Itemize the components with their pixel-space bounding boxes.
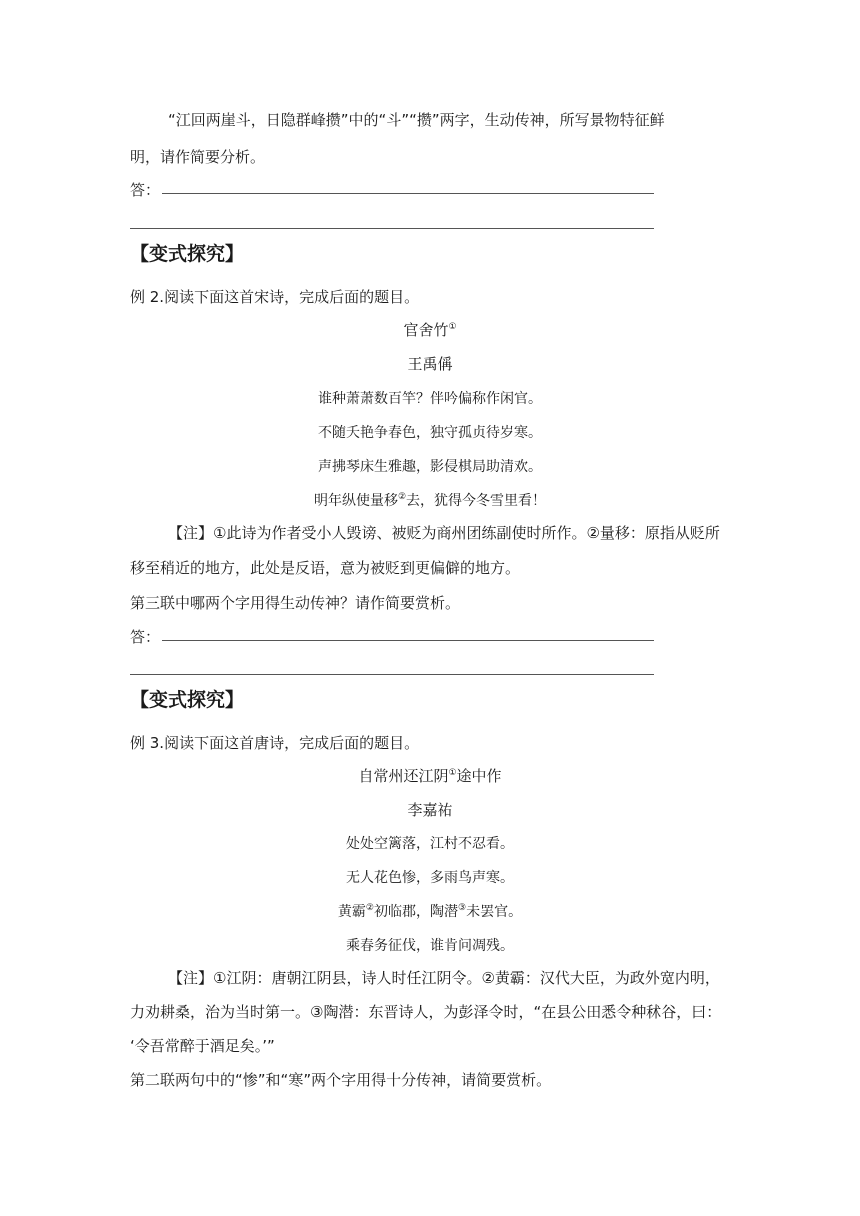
poem-verse: 明年纵使量移②去，犹得今冬雪里看！	[313, 492, 547, 509]
poem-verse: 不随夭艳争春色，独守孤贞待岁寒。	[318, 425, 542, 441]
example-intro: 例 3.阅读下面这首唐诗，完成后面的题目。	[130, 734, 420, 752]
answer-line	[162, 640, 654, 641]
answer-label: 答：	[130, 628, 161, 646]
section-heading: 【变式探究】	[130, 689, 245, 711]
poem-verse: 处处空篱落，江村不忍看。	[346, 836, 514, 852]
q1-line2: 明，请作简要分析。	[130, 148, 266, 166]
poem-note: 移至稍近的地方，此处是反语，意为被贬到更偏僻的地方。	[130, 559, 521, 577]
poem-author: 王禹偁	[407, 355, 453, 373]
poem-note: 力劝耕桑，治为当时第一。③陶潜：东晋诗人，为彭泽令时，“在县公田悉令种秫谷，曰：	[130, 1003, 722, 1021]
poem-verse: 声拂琴床生雅趣，影侵棋局助清欢。	[318, 459, 542, 475]
footnote-marker: ②	[365, 903, 374, 913]
footnote-marker: ②	[397, 492, 407, 502]
poem-note: 【注】①江阴：唐朝江阴县，诗人时任江阴令。②黄霸：汉代大臣，为政外宽内明，	[168, 969, 720, 987]
question: 第三联中哪两个字用得生动传神？请作简要赏析。	[130, 594, 461, 612]
poem-author: 李嘉祐	[407, 801, 453, 819]
answer-line	[162, 193, 654, 194]
q1-line1: “江回两崖斗，日隐群峰攒”中的“斗”“攒”两字，生动传神，所写景物特征鲜	[168, 111, 665, 129]
poem-verse: 谁种萧萧数百竿？伴吟偏称作闲官。	[318, 391, 542, 407]
example-intro: 例 2.阅读下面这首宋诗，完成后面的题目。	[130, 288, 420, 306]
poem-verse: 无人花色惨，多雨鸟声寒。	[346, 870, 514, 886]
section-heading: 【变式探究】	[130, 243, 245, 265]
answer-line	[130, 228, 654, 229]
question: 第二联两句中的“惨”和“寒”两个字用得十分传神，请简要赏析。	[130, 1071, 552, 1089]
footnote-marker: ③	[458, 903, 467, 913]
footnote-marker: ①	[448, 322, 457, 332]
footnote-marker: ①	[448, 768, 457, 778]
poem-verse: 黄霸②初临郡，陶潜③未罢官。	[337, 903, 523, 920]
poem-title: 官舍竹①	[403, 321, 457, 339]
q1-answer-label: 答：	[130, 181, 161, 199]
poem-title: 自常州还江阴①途中作	[358, 767, 502, 785]
poem-note: ‘令吾常醉于酒足矣。’”	[130, 1037, 275, 1055]
poem-verse: 乘春务征伐，谁肯问凋残。	[346, 938, 514, 954]
poem-note: 【注】①此诗为作者受小人毁谤、被贬为商州团练副使时所作。②量移：原指从贬所	[168, 524, 720, 542]
answer-line	[130, 674, 654, 675]
